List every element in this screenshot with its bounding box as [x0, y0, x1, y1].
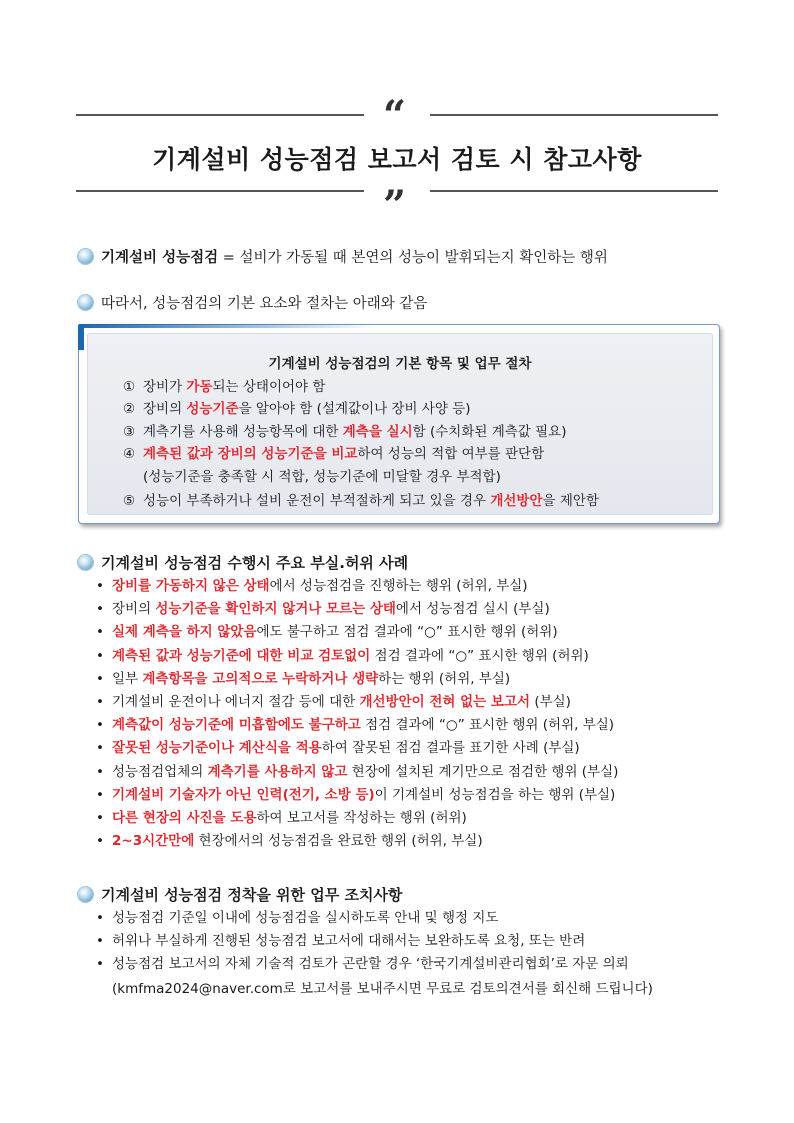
- procedure-step: [123, 399, 471, 419]
- highlight-text: 계측값이 성능기준에 미흡함에도 불구하고: [112, 717, 361, 734]
- text-segment: 계측기를 사용해 성능항목에 대한: [143, 424, 343, 440]
- text-segment: 기계설비 운전이나 에너지 절감 등에 대한: [112, 694, 360, 711]
- list-item: [96, 761, 618, 784]
- procedure-step: [123, 422, 566, 442]
- highlight-text: 잘못된 성능기준이나 계산식을 적용: [112, 740, 322, 757]
- procedure-step: [123, 377, 325, 397]
- highlight-text: 다른 현장의 사진을 도용: [112, 810, 257, 827]
- text-segment: 되는 상태이어야 함: [212, 379, 326, 395]
- text-segment: 현장에 설치된 계기만으로 점검한 행위 (부실): [347, 763, 619, 780]
- box-accent-bar: [78, 324, 378, 328]
- measures-heading-text: 기계설비 성능점검 정착을 위한 업무 조치사항: [101, 886, 403, 904]
- header-rule-top-left: [76, 114, 364, 116]
- procedure-box-title: 기계설비 성능점검의 기본 항목 및 업무 절차: [268, 356, 532, 372]
- highlight-text: 기계설비 기술자가 아닌 인력(전기, 소방 등): [112, 786, 375, 803]
- violations-heading: [78, 552, 408, 573]
- step-number: ③: [123, 424, 136, 440]
- text-segment: 성능이 부족하거나 설비 운전이 부적절하게 되고 있을 경우: [143, 493, 491, 509]
- step-text: [143, 424, 566, 440]
- measures-contact-note: (kmfma2024@naver.com로 보고서를 보내주시면 무료로 검토의견서를 회신해 드립니다): [112, 981, 653, 997]
- text-segment: 허위나 부실하게 진행된 성능점검 보고서에 대해서는 보완하도록 요청, 또는 반려: [112, 933, 586, 950]
- text-segment: 하는 행위 (허위, 부실): [378, 670, 511, 687]
- measures-list: [96, 907, 629, 977]
- highlight-text: 2~3시간만에: [112, 833, 195, 850]
- text-segment: 성능점검 기준일 이내에 성능점검을 실시하도록 안내 및 행정 지도: [112, 910, 499, 926]
- intro-definition-text: [101, 250, 608, 266]
- violations-heading-text: 기계설비 성능점검 수행시 주요 부실.허위 사례: [101, 554, 409, 572]
- highlight-text: 성능기준을 확인하지 않거나 모르는 상태: [155, 601, 396, 618]
- step-text: [143, 401, 471, 417]
- text-segment: = 설비가 가동될 때 본연의 성능이 발휘되는지 확인하는 행위: [218, 250, 608, 266]
- list-item: [96, 807, 618, 830]
- text-segment: 을 알아야 함 (설계값이나 장비 사양 등): [238, 401, 471, 417]
- highlight-text: 계측항목을 고의적으로 누락하거나 생략: [142, 670, 379, 687]
- bullet-orb-icon: [78, 555, 93, 570]
- highlight-text: 계측된 값과 성능기준에 대한 비교 검토없이: [112, 647, 371, 664]
- step-number: ②: [123, 401, 136, 417]
- text-segment: 함 (수치화된 계측값 필요): [412, 424, 567, 440]
- text-segment: 에서 성능점검을 진행하는 행위 (허위, 부실): [269, 578, 528, 594]
- procedure-box: [78, 324, 720, 524]
- highlight-text: 계측된 값과 장비의 성능기준을 비교: [143, 446, 358, 462]
- step-number: ①: [123, 379, 136, 395]
- text-segment: 장비가: [143, 379, 187, 395]
- violations-list: [96, 575, 618, 853]
- header-rule-bottom-right: [430, 190, 718, 192]
- box-accent-corner: [78, 324, 84, 350]
- list-item: [96, 714, 618, 737]
- text-segment: (부실): [530, 694, 571, 711]
- text-segment: 따라서, 성능점검의 기본 요소와 절차는 아래와 같음: [101, 296, 428, 312]
- text-segment: 을 제안함: [542, 493, 599, 509]
- highlight-text: 성능기준: [186, 401, 239, 417]
- highlight-text: 개선방안이 전혀 없는 보고서: [359, 694, 531, 711]
- step-number: ④: [123, 446, 136, 462]
- text-segment: 점검 결과에 “○” 표시한 행위 (허위): [370, 647, 589, 664]
- list-item: [96, 737, 618, 760]
- header-rule-top-right: [430, 114, 718, 116]
- text-segment: 이 기계설비 성능점검을 하는 행위 (부실): [374, 786, 616, 803]
- highlight-text: 개선방안: [490, 493, 543, 509]
- bullet-orb-icon: [78, 295, 93, 310]
- intro-procedure-text: [101, 296, 427, 312]
- text-segment: 점검 결과에 “○” 표시한 행위 (허위, 부실): [360, 717, 615, 734]
- text-segment: 일부: [112, 670, 143, 687]
- list-item: [96, 575, 618, 598]
- bullet-orb-icon: [78, 887, 93, 902]
- procedure-step-continuation: [123, 467, 501, 487]
- list-item: [96, 907, 629, 930]
- step-text: [143, 446, 544, 462]
- text-segment: 에도 불구하고 점검 결과에 “○” 표시한 행위 (허위): [256, 624, 558, 641]
- list-item: [96, 930, 629, 953]
- open-quote-icon: “: [383, 92, 407, 139]
- text-segment: 하여 잘못된 점검 결과를 표기한 사례 (부실): [321, 740, 580, 757]
- procedure-step: [123, 491, 599, 511]
- highlight-text: 계측기를 사용하지 않고: [207, 763, 348, 780]
- list-item: [96, 598, 618, 621]
- procedure-step: [123, 444, 544, 464]
- step-text: [143, 469, 501, 485]
- highlight-text: 장비를 가동하지 않은 상태: [112, 578, 270, 594]
- step-number: ⑤: [123, 493, 136, 509]
- list-item: [96, 830, 618, 853]
- text-segment: 현장에서의 성능점검을 완료한 행위 (허위, 부실): [194, 833, 483, 850]
- list-item: [96, 953, 629, 976]
- text-segment: 기계설비 성능점검: [101, 250, 219, 266]
- intro-procedure-lead: [78, 294, 427, 314]
- list-item: [96, 691, 618, 714]
- text-segment: 장비의: [143, 401, 187, 417]
- list-item: [96, 621, 618, 644]
- page-title: 기계설비 성능점검 보고서 검토 시 참고사항: [152, 145, 642, 174]
- measures-heading: [78, 884, 402, 905]
- text-segment: 하여 보고서를 작성하는 행위 (허위): [256, 810, 467, 827]
- highlight-text: 가동: [186, 379, 213, 395]
- procedure-box-panel: [87, 333, 713, 515]
- text-segment: 에서 성능점검 실시 (부실): [395, 601, 550, 618]
- list-item: [96, 645, 618, 668]
- highlight-text: 실제 계측을 하지 않았음: [112, 624, 257, 641]
- text-segment: 하여 성능의 적합 여부를 판단함: [357, 446, 545, 462]
- step-text: [143, 493, 599, 509]
- text-segment: (성능기준을 충족할 시 적합, 성능기준에 미달할 경우 부적합): [143, 469, 501, 485]
- list-item: [96, 784, 618, 807]
- bullet-orb-icon: [78, 249, 93, 264]
- step-text: [143, 379, 325, 395]
- text-segment: 장비의: [112, 601, 156, 618]
- highlight-text: 계측을 실시: [342, 424, 413, 440]
- intro-definition: [78, 248, 608, 268]
- list-item: [96, 668, 618, 691]
- text-segment: 성능점검 보고서의 자체 기술적 검토가 곤란할 경우 ‘한국기계설비관리협회’로 자문 의뢰: [112, 956, 629, 973]
- text-segment: 성능점검업체의: [112, 763, 208, 780]
- header-rule-bottom-left: [76, 190, 364, 192]
- close-quote-icon: ”: [383, 182, 407, 229]
